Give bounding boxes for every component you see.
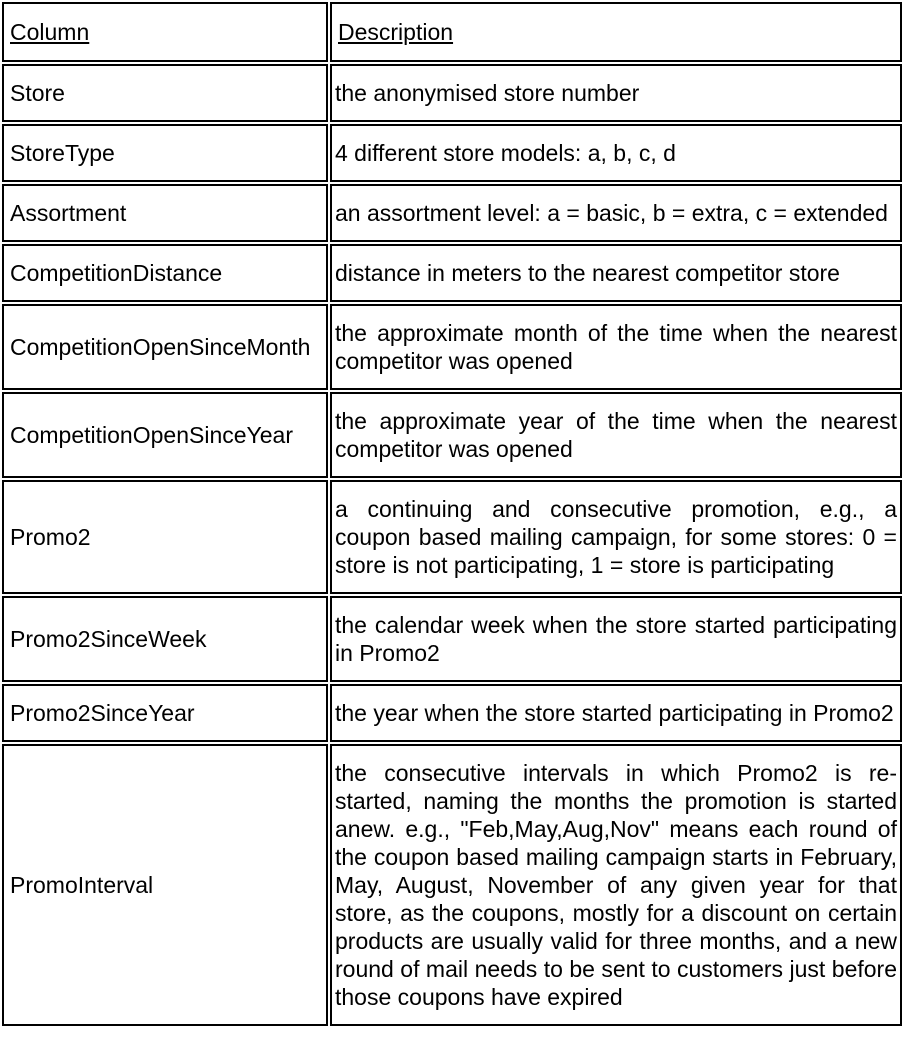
description-cell: the consecutive intervals in which Promo2 is re-started, naming the months the promotion is started anew. e.g., "Feb,May,Aug,Nov" means each round of the coupon based mailing campaign starts in February, May, August, November of any given year for that store, as the coupons, mostly for a discount on certain products are usually valid for three months, and a new round of mail needs to be sent to customers just before those coupons have expired <box>330 744 902 1026</box>
description-cell: the calendar week when the store started participating in Promo2 <box>330 596 902 682</box>
description-cell: the approximate month of the time when the nearest competitor was opened <box>330 304 902 390</box>
table-row-storetype <box>2 124 902 182</box>
table-row-assortment <box>2 184 902 242</box>
column-name-cell: Assortment <box>2 184 328 242</box>
table-row-competitionopensincemonth <box>2 304 902 390</box>
table-row-promointerval <box>2 744 902 1026</box>
description-cell: the anonymised store number <box>330 64 902 122</box>
column-name-cell: PromoInterval <box>2 744 328 1026</box>
column-header: Column <box>2 2 328 62</box>
column-name-cell: CompetitionOpenSinceMonth <box>2 304 328 390</box>
table-row-promo2 <box>2 480 902 594</box>
description-cell: the year when the store started participating in Promo2 <box>330 684 902 742</box>
column-name-cell: CompetitionDistance <box>2 244 328 302</box>
table-row-competitionopensinceyear <box>2 392 902 478</box>
description-cell: distance in meters to the nearest competitor store <box>330 244 902 302</box>
column-name-cell: Promo2SinceWeek <box>2 596 328 682</box>
column-name-cell: Promo2 <box>2 480 328 594</box>
description-cell: the approximate year of the time when the nearest competitor was opened <box>330 392 902 478</box>
column-name-cell: StoreType <box>2 124 328 182</box>
table-row-promo2sinceyear <box>2 684 902 742</box>
table-row-competitiondistance <box>2 244 902 302</box>
description-cell: a continuing and consecutive promotion, e.g., a coupon based mailing campaign, for some stores: 0 = store is not participating, 1 = store is participating <box>330 480 902 594</box>
table-row-store <box>2 64 902 122</box>
table-row-promo2sinceweek <box>2 596 902 682</box>
header-row <box>2 2 902 62</box>
description-cell: 4 different store models: a, b, c, d <box>330 124 902 182</box>
description-cell: an assortment level: a = basic, b = extra, c = extended <box>330 184 902 242</box>
column-name-cell: CompetitionOpenSinceYear <box>2 392 328 478</box>
description-header: Description <box>330 2 902 62</box>
column-name-cell: Store <box>2 64 328 122</box>
column-name-cell: Promo2SinceYear <box>2 684 328 742</box>
